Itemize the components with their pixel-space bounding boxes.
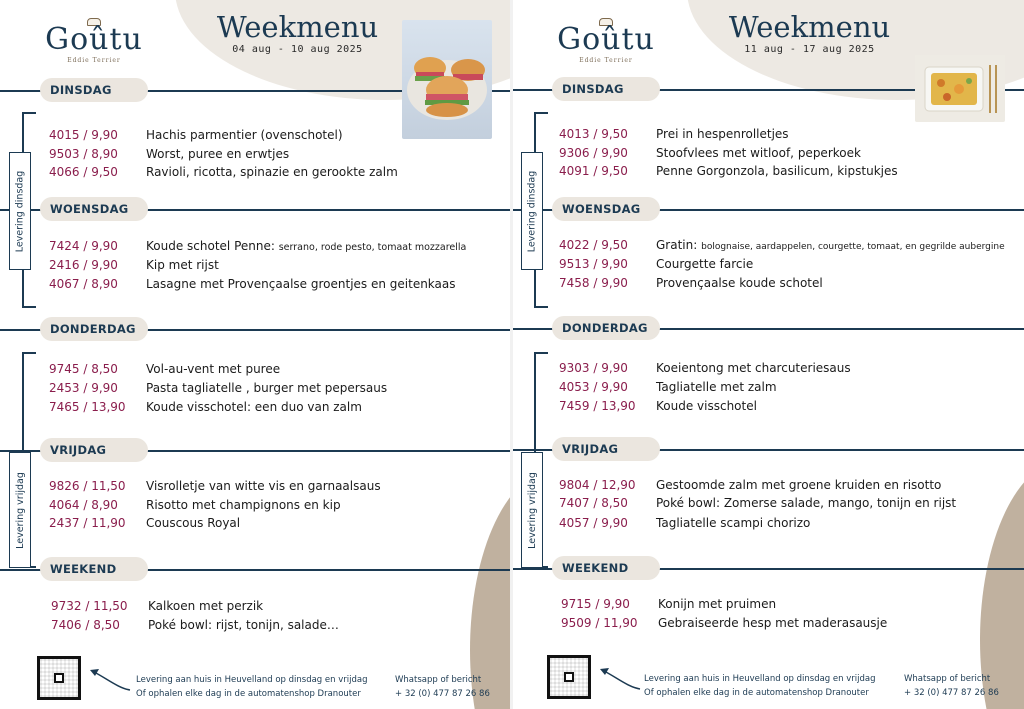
page-title: Weekmenu bbox=[216, 10, 379, 44]
week-dates: 04 aug - 10 aug 2025 bbox=[232, 44, 363, 55]
arrow-icon bbox=[598, 663, 642, 693]
delivery-label-tuesday: Levering dinsdag bbox=[9, 152, 31, 270]
day-label-weekend: WEEKEND bbox=[552, 556, 660, 580]
day-label-woensdag: WOENSDAG bbox=[552, 197, 660, 221]
delivery-label-friday: Levering vrijdag bbox=[521, 452, 543, 568]
delivery-label-friday: Levering vrijdag bbox=[9, 452, 31, 568]
menu-title-block bbox=[210, 10, 385, 55]
menu-page-week-2: Goûtu Eddie Terrier Weekmenu 11 aug - 17 aug 2025 Levering dinsdag Levering vrijdag DINSDAG 4013 / 9,50 Prei in hespenrolletjes 9306 / 9,90 Stoofvlees met witloof, peperkoek 4091 / 9,50 Penne Gorgonzola, basilicum, kipstukjes WOENSDAG 4022 / 9,50 Gratin: bolognaise, aardappelen, courgette, tomaat, en gegrilde aubergine 9513 / 9,90 Courgette farcie 7458 / 9,90 Provençaalse koude schotel DONDERDAG 9303 / 9,90 Koeientong met charcuteriesaus 4053 / 9,90 Tagliatelle met zalm 7459 / 13,90 Koude visschotel VRIJDAG 9804 / 12,90 Gestoomde zalm met groene kruiden en risotto 7407 / 8,50 Poké bowl: Zomerse salade, mango, tonijn en rijst 4057 / 9,90 Tagliatelle scampi chorizo WEEKEND 9715 / 9,90 Konijn met pruimen 9509 / 11,90 Gebraiseerde hesp met maderasausje Levering aan huis in Heuvelland op dinsdag en vrijdag Of ophalen elke dag in de automatenshop Dranouter Whatsapp of bericht + 32 (0) 477 87 26 86 bbox=[512, 0, 1024, 709]
arrow-icon bbox=[88, 664, 132, 694]
day-label-donderdag: DONDERDAG bbox=[552, 316, 660, 340]
day-label-vrijdag: VRIJDAG bbox=[552, 437, 660, 461]
menu-page-week-1: Goûtu Eddie Terrier Weekmenu 04 aug - 10 aug 2025 Levering dinsdag Levering vrijdag DINSDAG 4015 / 9,90 Hachis parmentier (ovenschotel) 9503 / 8,90 Worst, puree en erwtjes 4066 / 9,50 Ravioli, ricotta, spinazie en gerookte zalm WOENSDAG 7424 / 9,90 Koude schotel Penne: serrano, rode pesto, tomaat mozzarella 2416 / 9,90 Kip met rijst 4067 / 8,90 Lasagne met Provençaalse groentjes en geitenkaas DONDERDAG 9745 / 8,50 Vol-au-vent met puree 2453 / 9,90 Pasta tagliatelle , burger met pepersaus 7465 / 13,90 Koude visschotel: een duo van zalm VRIJDAG 9826 / 11,50 Visrolletje van witte vis en garnaalsaus 4064 / 8,90 Risotto met champignons en kip 2437 / 11,90 Couscous Royal WEEKEND 9732 / 11,50 Kalkoen met perzik 7406 / 8,50 Poké bowl: rijst, tonijn, salade… Levering aan huis in Heuvelland op dinsdag en vrijdag Of ophalen elke dag in de automatenshop Dranouter Whatsapp of bericht + 32 (0) 477 87 26 86 bbox=[0, 0, 512, 709]
day-label-dinsdag: DINSDAG bbox=[552, 77, 660, 101]
day-label-dinsdag: DINSDAG bbox=[40, 78, 148, 102]
contact-info: Whatsapp of bericht + 32 (0) 477 87 26 86 bbox=[395, 675, 490, 699]
brand-logo bbox=[44, 18, 144, 64]
qr-code-icon[interactable] bbox=[37, 656, 81, 700]
logo-sub: Eddie Terrier bbox=[67, 57, 121, 64]
qr-code-icon[interactable] bbox=[547, 655, 591, 699]
gratin-photo bbox=[915, 55, 1005, 122]
day-label-vrijdag: VRIJDAG bbox=[40, 438, 148, 462]
delivery-note: Levering aan huis in Heuvelland op dinsdag en vrijdag Of ophalen elke dag in de automatenshop Dranouter bbox=[136, 675, 368, 699]
page-title: Weekmenu bbox=[728, 10, 891, 44]
page-divider bbox=[510, 0, 513, 709]
week-dates: 11 aug - 17 aug 2025 bbox=[744, 44, 875, 55]
day-label-weekend: WEEKEND bbox=[40, 557, 148, 581]
logo-name: Goûtu bbox=[45, 22, 143, 57]
brand-logo bbox=[556, 18, 656, 64]
logo-name: Goûtu bbox=[557, 22, 655, 57]
logo-sub: Eddie Terrier bbox=[579, 57, 633, 64]
delivery-label-tuesday: Levering dinsdag bbox=[521, 152, 543, 270]
day-label-donderdag: DONDERDAG bbox=[40, 317, 148, 341]
day-label-woensdag: WOENSDAG bbox=[40, 197, 148, 221]
contact-info: Whatsapp of bericht + 32 (0) 477 87 26 86 bbox=[904, 674, 999, 698]
menu-title-block bbox=[722, 10, 897, 55]
delivery-note: Levering aan huis in Heuvelland op dinsdag en vrijdag Of ophalen elke dag in de automatenshop Dranouter bbox=[644, 674, 876, 698]
sandwich-photo bbox=[402, 20, 492, 139]
